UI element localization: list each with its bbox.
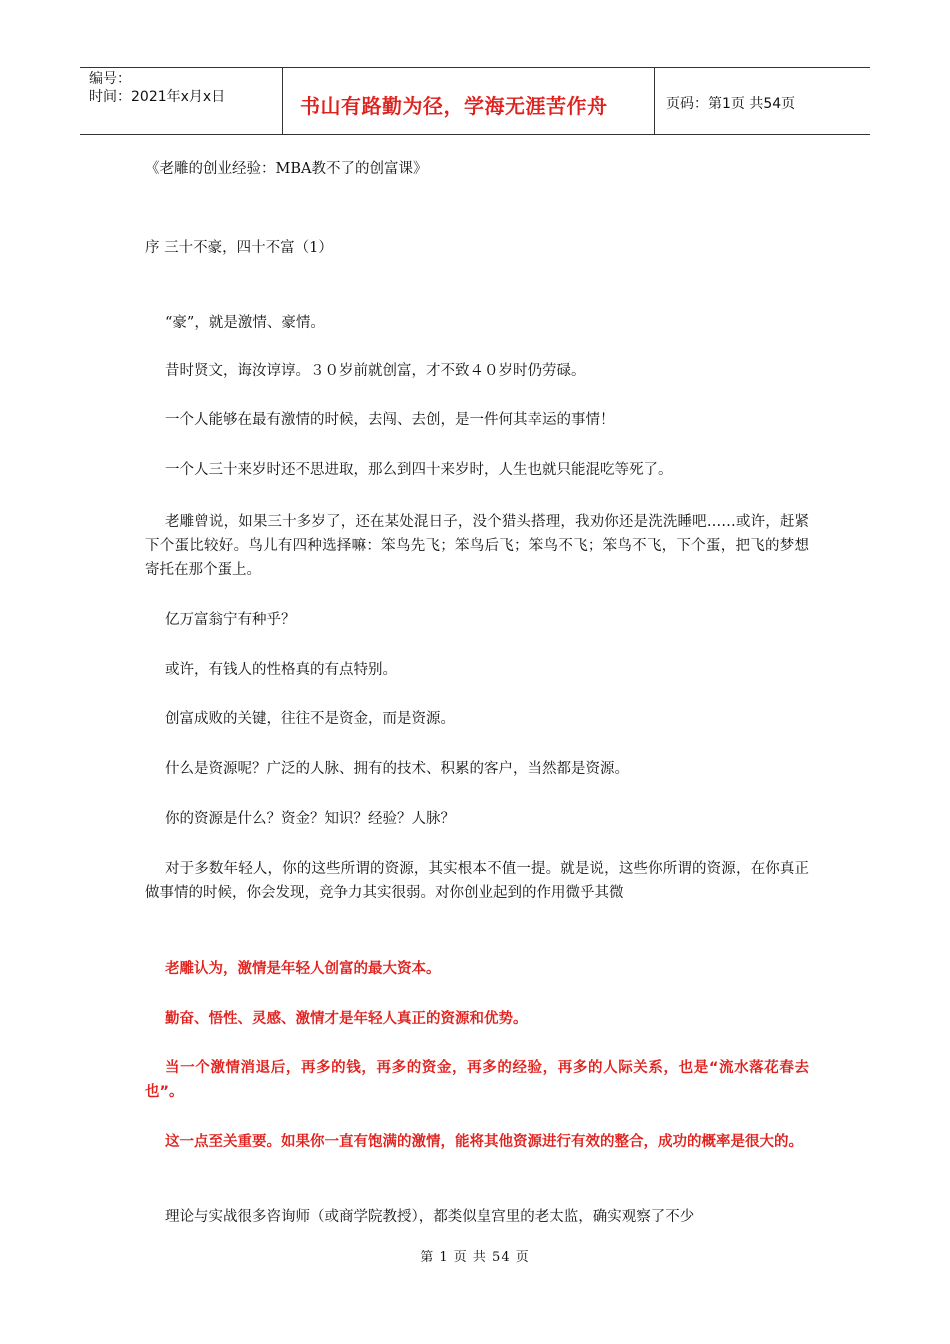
paragraph: 昔时贤文，诲汝谆谆。３０岁前就创富，才不致４０岁时仍劳碌。 bbox=[165, 363, 586, 379]
book-title: 《老雕的创业经验：MBA教不了的创富课》 bbox=[145, 161, 428, 177]
header-motto: 书山有路勤为径，学海无涯苦作舟 bbox=[300, 93, 608, 118]
time-label: 时间：2021年x月x日 bbox=[89, 89, 226, 105]
paragraph: 你的资源是什么？资金？知识？经验？人脉？ bbox=[165, 811, 455, 827]
highlight-paragraph: 当一个激情消退后，再多的钱，再多的资金，再多的经验，再多的人际关系，也是“流水落花春去也”。 bbox=[145, 1060, 809, 1100]
highlight-paragraph: 勤奋、悟性、灵感、激情才是年轻人真正的资源和优势。 bbox=[165, 1011, 528, 1027]
paragraph: 什么是资源呢？广泛的人脉、拥有的技术、积累的客户，当然都是资源。 bbox=[165, 761, 629, 777]
number-label: 编号： bbox=[89, 71, 131, 87]
paragraph: 老雕曾说，如果三十多岁了，还在某处混日子，没个猎头搭理，我劝你还是洗洗睡吧……或许，赶紧下个蛋比较好。鸟儿有四种选择嘛：笨鸟先飞；笨鸟后飞；笨鸟不飞；笨鸟不飞，下个蛋，把飞的梦想寄托在那个蛋上。 bbox=[145, 514, 809, 578]
section-title: 序 三十不豪，四十不富（1） bbox=[145, 240, 333, 256]
header-motto-cell bbox=[283, 68, 655, 134]
paragraph: “豪”，就是激情、豪情。 bbox=[165, 315, 325, 331]
header-page-info: 页码：第1页 共54页 bbox=[666, 96, 796, 112]
header-meta bbox=[80, 68, 283, 134]
paragraph: 或许，有钱人的性格真的有点特别。 bbox=[165, 662, 397, 678]
paragraph: 创富成败的关键，往往不是资金，而是资源。 bbox=[165, 711, 455, 727]
highlight-paragraph: 老雕认为，激情是年轻人创富的最大资本。 bbox=[165, 961, 441, 977]
paragraph: 理论与实战很多咨询师（或商学院教授），都类似皇宫里的老太监，确实观察了不少 bbox=[165, 1209, 695, 1225]
document-header bbox=[80, 67, 870, 135]
paragraph: 一个人能够在最有激情的时候，去闯、去创，是一件何其幸运的事情！ bbox=[165, 412, 615, 428]
page-footer: 第 1 页 共 54 页 bbox=[420, 1250, 530, 1265]
paragraph: 一个人三十来岁时还不思进取，那么到四十来岁时，人生也就只能混吃等死了。 bbox=[165, 462, 673, 478]
paragraph: 对于多数年轻人，你的这些所谓的资源，其实根本不值一提。就是说，这些你所谓的资源，在你真正做事情的时候，你会发现，竞争力其实很弱。对你创业起到的作用微乎其微 bbox=[145, 861, 809, 901]
paragraph: 亿万富翁宁有种乎？ bbox=[165, 612, 296, 628]
highlight-paragraph: 这一点至关重要。如果你一直有饱满的激情，能将其他资源进行有效的整合，成功的概率是很大的。 bbox=[165, 1134, 803, 1150]
